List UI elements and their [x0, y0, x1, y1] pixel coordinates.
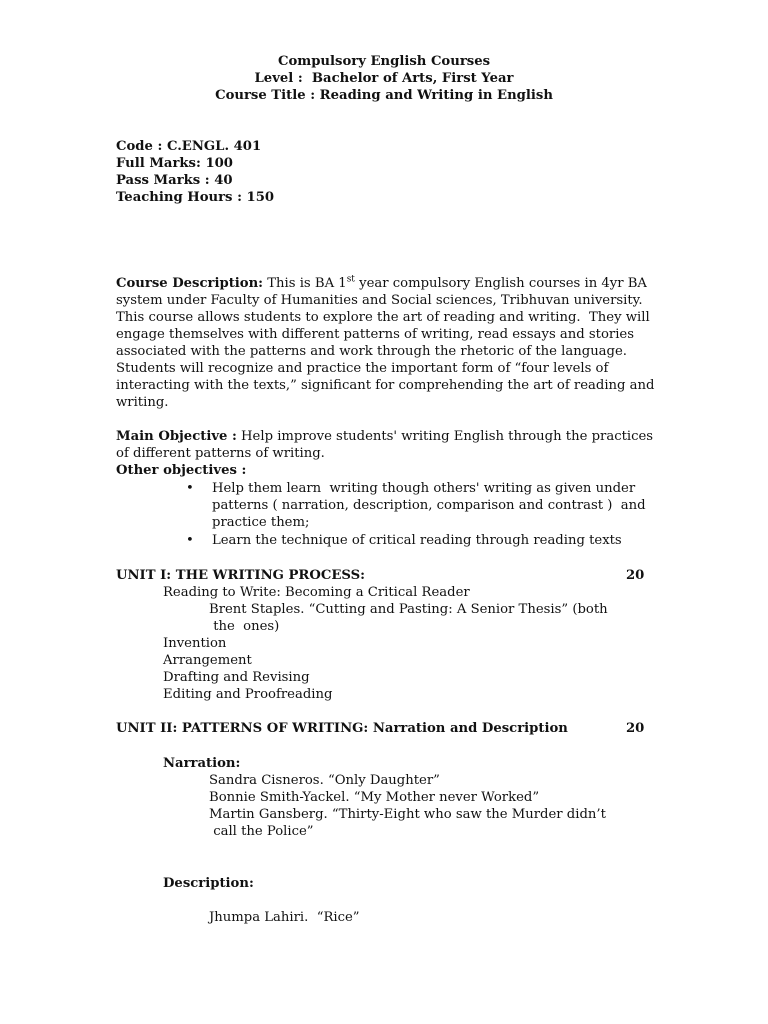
description-line: writing.: [116, 395, 169, 410]
unit1-topic: Drafting and Revising: [163, 670, 310, 685]
main-objective: [116, 428, 653, 445]
objective-bullet-1-line: patterns ( narration, description, comparison and contrast ) and: [212, 498, 646, 513]
description-line: interacting with the texts,” significant for comprehending the art of reading and: [116, 378, 655, 393]
description-line: engage themselves with different patterns of writing, read essays and stories: [116, 327, 634, 342]
unit1-staples-line: the ones): [209, 619, 280, 634]
teaching-hours: Teaching Hours : 150: [116, 190, 275, 205]
unit1-topic: Invention: [163, 636, 227, 651]
unit2-hours: 20: [626, 721, 645, 736]
unit1-topic: Arrangement: [163, 653, 252, 668]
description-label-unit2: Description:: [163, 876, 254, 891]
bullet-icon: •: [186, 481, 194, 496]
other-objectives-label: Other objectives :: [116, 463, 247, 478]
description-text-end: year compulsory English courses in 4yr BA: [354, 276, 647, 291]
unit1-title: UNIT I: THE WRITING PROCESS:: [116, 568, 366, 583]
pass-marks: Pass Marks : 40: [116, 173, 233, 188]
description-item: Jhumpa Lahiri. “Rice”: [209, 910, 360, 925]
unit1-hours: 20: [626, 568, 645, 583]
objective-bullet-2: Learn the technique of critical reading through reading texts: [212, 533, 622, 548]
unit1-reading: Reading to Write: Becoming a Critical Reader: [163, 585, 470, 600]
description-line: system under Faculty of Humanities and Social sciences, Tribhuvan university.: [116, 293, 643, 308]
unit2-title: UNIT II: PATTERNS OF WRITING: Narration and Description: [116, 721, 568, 736]
course-title-heading: Course Title : Reading and Writing in English: [215, 88, 553, 103]
course-heading: Compulsory English Courses: [277, 54, 491, 69]
main-objective-continued: of different patterns of writing.: [116, 446, 325, 461]
narration-item: Bonnie Smith-Yackel. “My Mother never Worked”: [209, 790, 540, 805]
main-objective-text: Help improve students' writing English through the practices: [236, 429, 654, 444]
description-line: associated with the patterns and work through the rhetoric of the language.: [116, 344, 627, 359]
description-text-start: This is BA 1: [263, 276, 347, 291]
narration-item: call the Police”: [209, 824, 314, 839]
narration-item: Sandra Cisneros. “Only Daughter”: [209, 773, 440, 788]
unit1-topic: Editing and Proofreading: [163, 687, 333, 702]
full-marks: Full Marks: 100: [116, 156, 233, 171]
description-label: Course Description:: [116, 276, 264, 291]
bullet-icon: •: [186, 533, 194, 548]
objective-bullet-1-line: practice them;: [212, 515, 310, 530]
description-first-line: [116, 275, 647, 292]
ordinal-superscript: st: [346, 274, 355, 285]
main-objective-label: Main Objective :: [116, 429, 237, 444]
description-line: Students will recognize and practice the important form of “four levels of: [116, 361, 609, 376]
objective-bullet-1-line: Help them learn writing though others' writing as given under: [212, 481, 636, 496]
level-heading: Level : Bachelor of Arts, First Year: [254, 71, 514, 86]
description-line: This course allows students to explore the art of reading and writing. They will: [116, 310, 650, 325]
narration-item: Martin Gansberg. “Thirty-Eight who saw the Murder didn’t: [209, 807, 606, 822]
narration-label: Narration:: [163, 756, 241, 771]
unit1-staples-line: Brent Staples. “Cutting and Pasting: A Senior Thesis” (both: [209, 602, 608, 617]
course-code: Code : C.ENGL. 401: [116, 139, 262, 154]
